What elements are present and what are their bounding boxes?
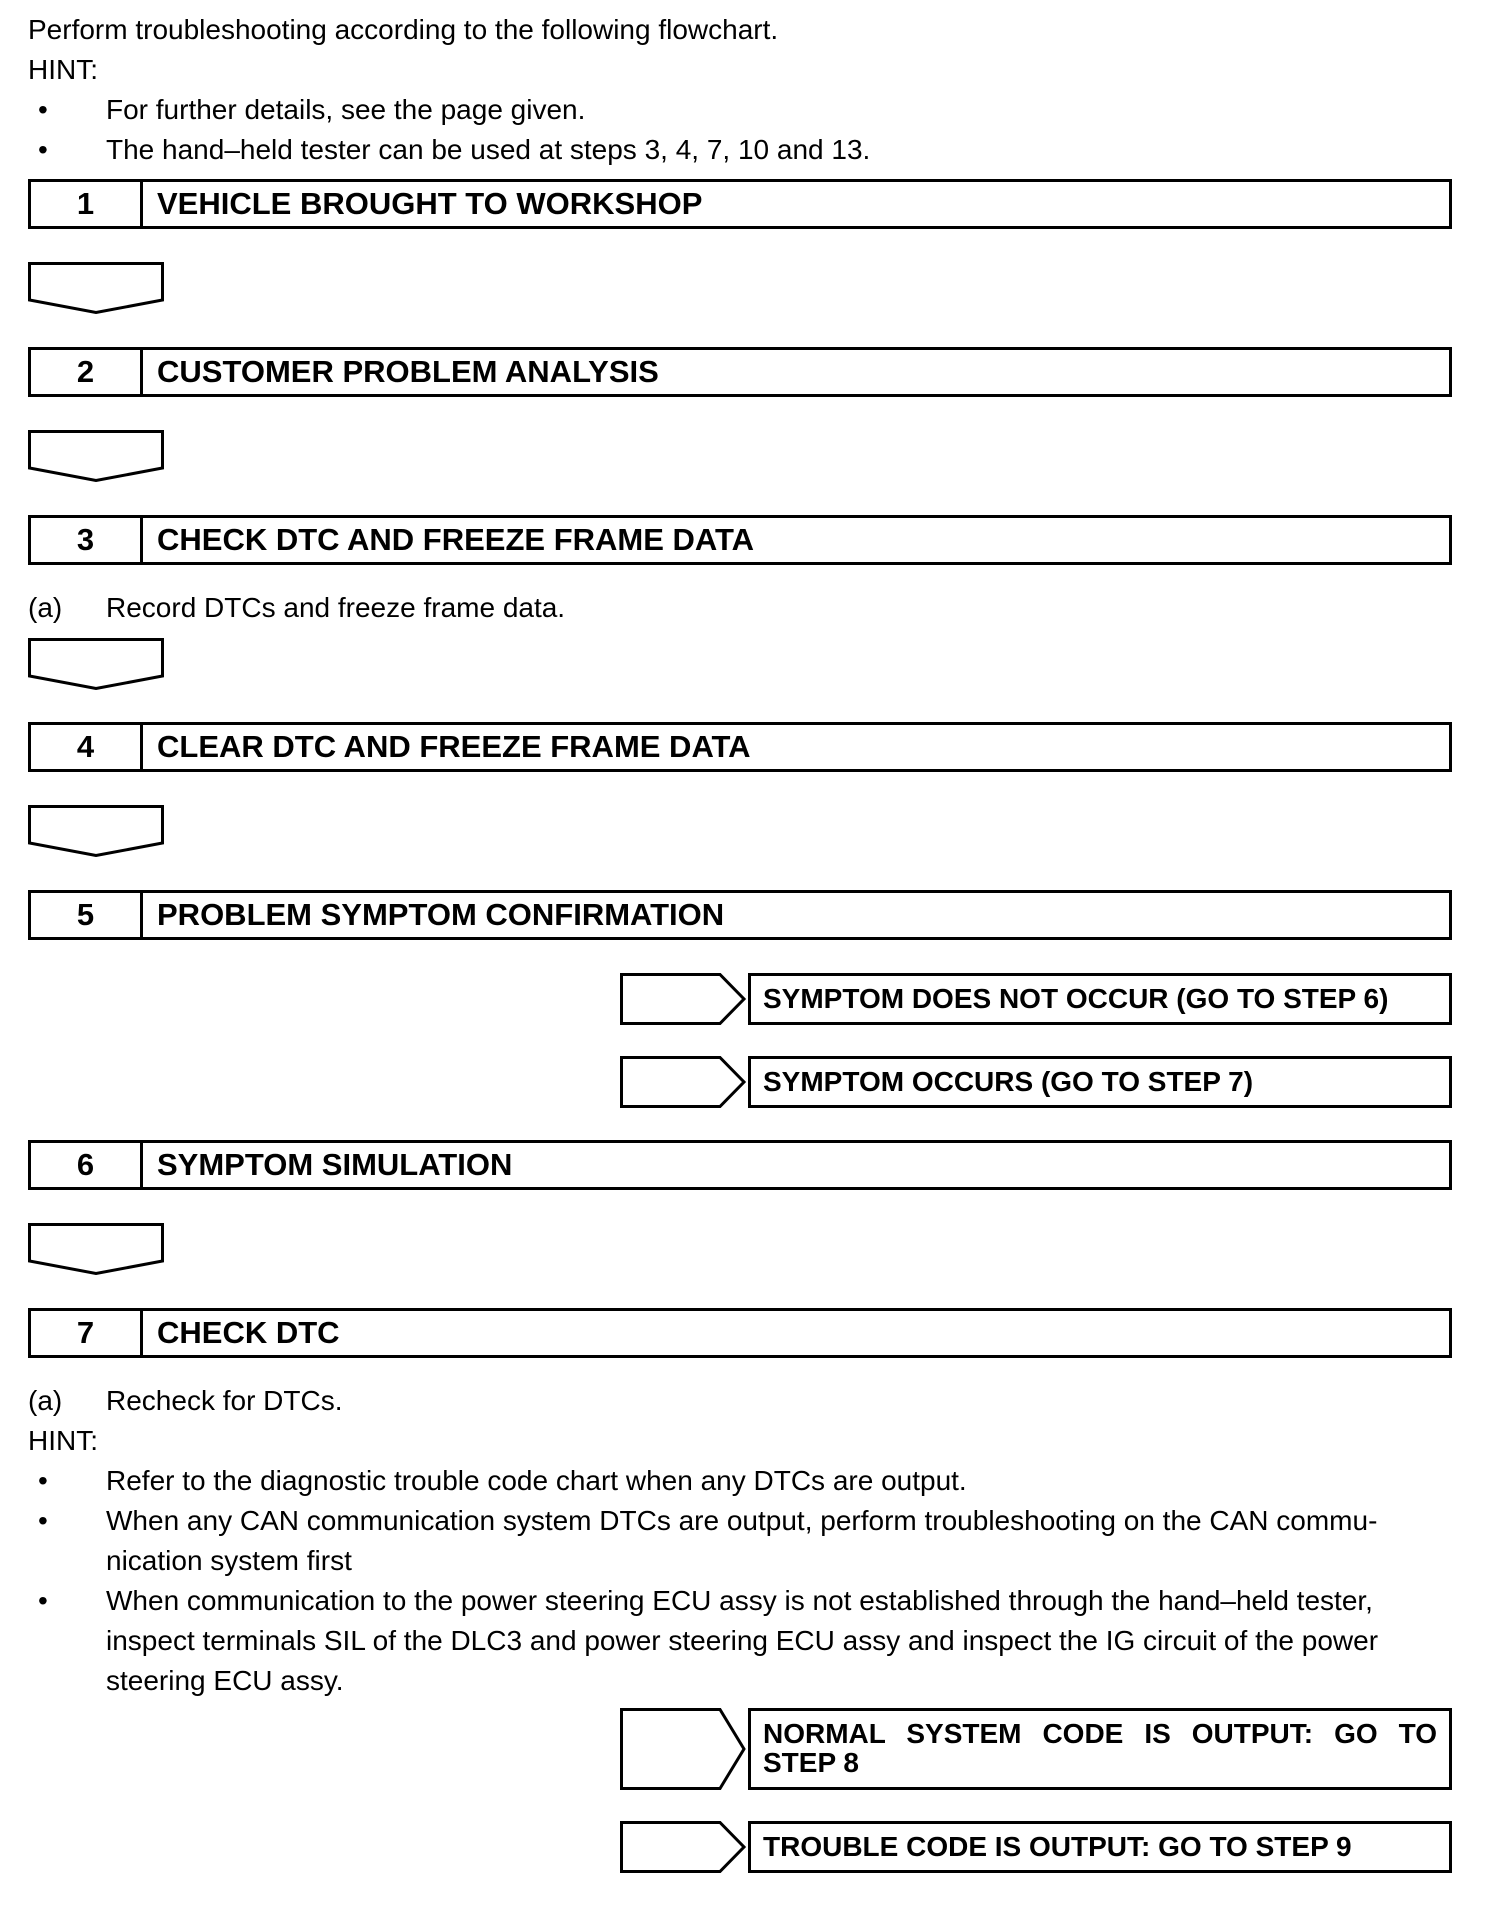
step-7-branch [620,1708,1452,1790]
step-number: 4 [31,725,143,769]
intro-line: Perform troubleshooting according to the following flowchart. [28,14,779,45]
branch-result: SYMPTOM OCCURS (GO TO STEP 7) [748,1056,1452,1108]
intro-bullet-text: For further details, see the page given. [106,94,586,125]
bullet-icon: • [38,1505,48,1536]
sub-text: Record DTCs and freeze frame data. [106,592,566,623]
step-title: SYMPTOM SIMULATION [157,1147,513,1182]
step-title: CHECK DTC [157,1315,340,1350]
intro-bullet [28,90,1448,130]
hint-text: When communication to the power steering ECU assy is not established through the hand–held tester, [106,1585,1373,1616]
intro-bullet [28,130,1448,170]
step-number: 7 [31,1311,143,1355]
right-arrow-icon [620,973,746,1025]
right-arrow-icon [620,1056,746,1108]
intro-bullet-text: The hand–held tester can be used at steps 3, 4, 7, 10 and 13. [106,134,871,165]
bullet-icon: • [38,134,48,165]
step-6-box [28,1140,1452,1190]
hint-text: Refer to the diagnostic trouble code chart when any DTCs are output. [106,1465,967,1496]
step-7-hint [28,1461,1448,1501]
bullet-icon: • [38,1465,48,1496]
down-arrow-icon [28,1223,164,1275]
step-7-hint [28,1501,1448,1581]
step-number: 6 [31,1143,143,1187]
step-7-sub [28,1381,1448,1421]
hint-text-cont: inspect terminals SIL of the DLC3 and power steering ECU assy and inspect the IG circuit of the power [106,1625,1379,1656]
step-number: 5 [31,893,143,937]
branch-result: NORMAL SYSTEM CODE IS OUTPUT: GO TO STEP 8 [748,1708,1452,1790]
step-2-box [28,347,1452,397]
step-7-box [28,1308,1452,1358]
down-arrow-icon [28,638,164,690]
step-5-branch [620,973,1452,1025]
step-7-hint-label: HINT: [28,1425,98,1456]
right-arrow-icon [620,1708,746,1790]
branch-result: TROUBLE CODE IS OUTPUT: GO TO STEP 9 [748,1821,1452,1873]
right-arrow-icon [620,1821,746,1873]
step-3-sub [28,588,1448,628]
step-title: PROBLEM SYMPTOM CONFIRMATION [157,897,725,932]
step-7-branch [620,1821,1452,1873]
step-title: CUSTOMER PROBLEM ANALYSIS [157,354,659,389]
step-title: CHECK DTC AND FREEZE FRAME DATA [157,522,755,557]
sub-label: (a) [28,1385,63,1416]
down-arrow-icon [28,430,164,482]
sub-label: (a) [28,592,63,623]
step-number: 3 [31,518,143,562]
sub-text: Recheck for DTCs. [106,1385,343,1416]
down-arrow-icon [28,805,164,857]
step-title: VEHICLE BROUGHT TO WORKSHOP [157,186,703,221]
step-3-box [28,515,1452,565]
step-number: 1 [31,182,143,226]
bullet-icon: • [38,94,48,125]
hint-label: HINT: [28,54,98,85]
step-5-box [28,890,1452,940]
step-number: 2 [31,350,143,394]
bullet-icon: • [38,1585,48,1616]
down-arrow-icon [28,262,164,314]
branch-result: SYMPTOM DOES NOT OCCUR (GO TO STEP 6) [748,973,1452,1025]
hint-text: When any CAN communication system DTCs are output, perform troubleshooting on the CAN commu- [106,1505,1378,1536]
step-1-box [28,179,1452,229]
step-title: CLEAR DTC AND FREEZE FRAME DATA [157,729,751,764]
hint-text-cont: steering ECU assy. [106,1665,344,1696]
step-7-hint [28,1581,1448,1701]
step-5-branch [620,1056,1452,1108]
hint-text-cont: nication system first [106,1545,352,1576]
step-4-box [28,722,1452,772]
